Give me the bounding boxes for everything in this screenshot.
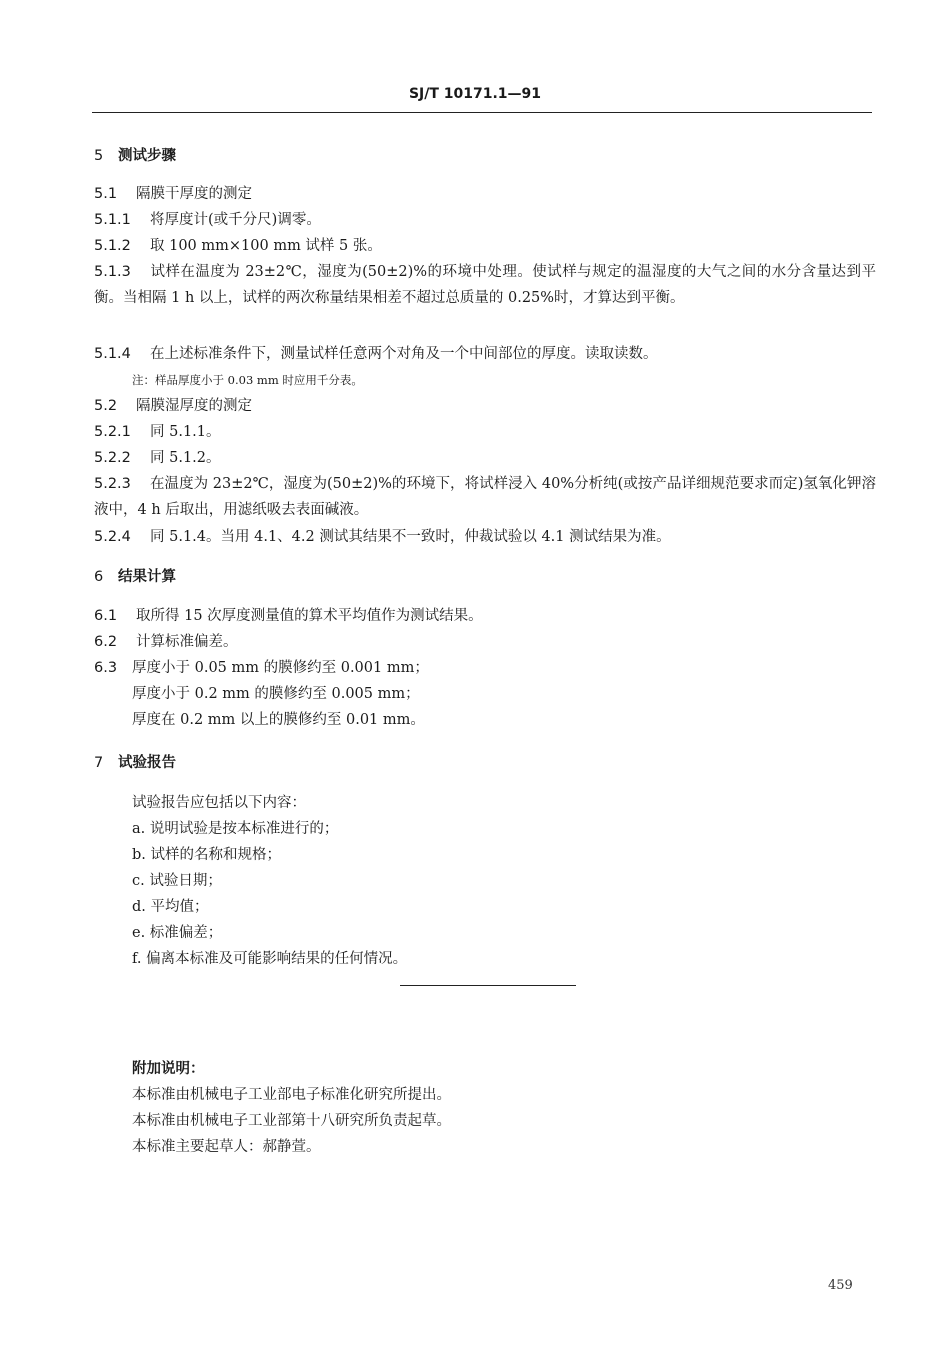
clause-note: 注：样品厚度小于 0.03 mm 时应用千分表。 <box>132 373 363 387</box>
header-rule <box>92 112 872 113</box>
clause-6-3-line-3: 厚度在 0.2 mm 以上的膜修约至 0.01 mm。 <box>132 712 425 728</box>
addendum-line: 本标准由机械电子工业部第十八研究所负责起草。 <box>132 1113 451 1129</box>
clause-6-3: 6.3 厚度小于 0.05 mm 的膜修约至 0.001 mm； <box>94 660 429 676</box>
clause-5-2-2: 5.2.2 同 5.1.2。 <box>94 450 221 466</box>
clause-6-1: 6.1 取所得 15 次厚度测量值的算术平均值作为测试结果。 <box>94 608 483 624</box>
addendum-title: 附加说明： <box>132 1061 205 1077</box>
report-item: c. 试验日期； <box>132 873 222 889</box>
section-6-heading: 6 结果计算 <box>94 569 176 585</box>
report-item: f. 偏离本标准及可能影响结果的任何情况。 <box>132 951 408 967</box>
clause-6-2: 6.2 计算标准偏差。 <box>94 634 238 650</box>
clause-5-2-1: 5.2.1 同 5.1.1。 <box>94 424 221 440</box>
report-item: e. 标准偏差； <box>132 925 223 941</box>
report-item: a. 说明试验是按本标准进行的； <box>132 821 339 837</box>
section-5-heading: 5 测试步骤 <box>94 148 176 164</box>
report-item: b. 试样的名称和规格； <box>132 847 281 863</box>
clause-5-1: 5.1 隔膜干厚度的测定 <box>94 186 252 202</box>
standard-code-header: SJ/T 10171.1—91 <box>408 86 542 102</box>
page-number: 459 <box>828 1278 853 1293</box>
clause-6-3-line-2: 厚度小于 0.2 mm 的膜修约至 0.005 mm； <box>132 686 420 702</box>
report-intro: 试验报告应包括以下内容： <box>132 795 306 811</box>
addendum-line: 本标准主要起草人：郝静萱。 <box>132 1139 321 1155</box>
clause-5-2-4: 5.2.4 同 5.1.4。当用 4.1、4.2 测试其结果不一致时，仲裁试验以 4.1 测试结果为准。 <box>94 529 671 545</box>
clause-5-1-1: 5.1.1 将厚度计(或千分尺)调零。 <box>94 212 321 228</box>
clause-5-1-4: 5.1.4 在上述标准条件下，测量试样任意两个对角及一个中间部位的厚度。读取读数。 <box>94 346 658 362</box>
clause-5-2-3: 5.2.3 在温度为 23±2℃，湿度为(50±2)%的环境下，将试样浸入 40%分析纯(或按产品详细规范要求而定)氢氧化钾溶液中，4 h 后取出，用滤纸吸去表面碱液。 <box>94 476 876 518</box>
clause-5-1-3: 5.1.3 试样在温度为 23±2℃，湿度为(50±2)%的环境中处理。使试样与规定的温湿度的大气之间的水分含量达到平衡。当相隔 1 h 以上，试样的两次称量结果相差不超过总质量的 0.25%时，才算达到平衡。 <box>94 264 876 306</box>
end-separator-rule <box>400 985 576 986</box>
clause-5-2: 5.2 隔膜湿厚度的测定 <box>94 398 252 414</box>
report-item: d. 平均值； <box>132 899 209 915</box>
addendum-line: 本标准由机械电子工业部电子标准化研究所提出。 <box>132 1087 451 1103</box>
clause-5-1-2: 5.1.2 取 100 mm×100 mm 试样 5 张。 <box>94 238 382 254</box>
section-7-heading: 7 试验报告 <box>94 755 176 771</box>
